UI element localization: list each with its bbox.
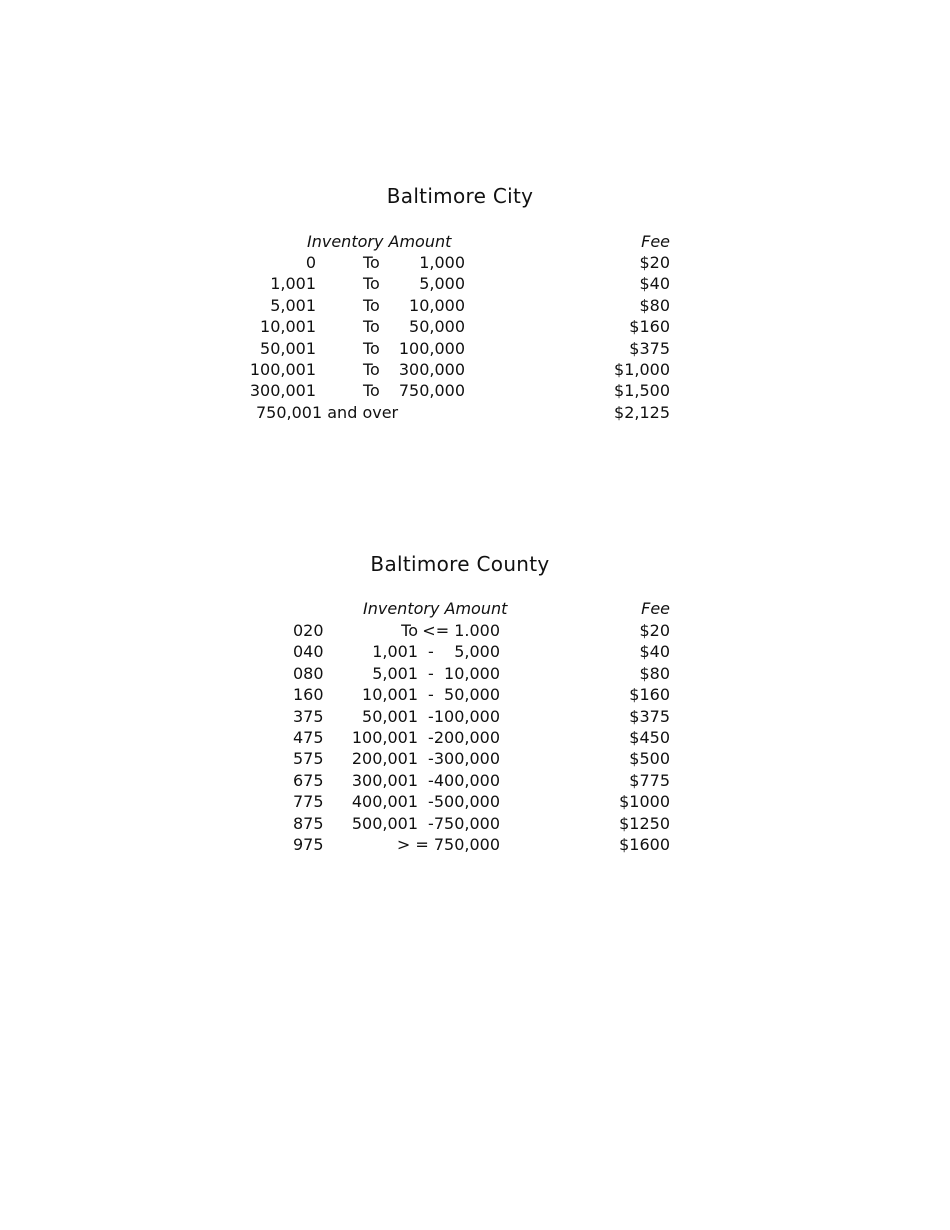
county-row-to: 100,000	[433, 706, 500, 726]
county-row-from: 400,001	[351, 792, 418, 812]
county-row-from: 200,001	[351, 749, 418, 769]
county-row-dash: -	[428, 685, 434, 705]
county-row-code: 020	[293, 621, 324, 640]
county-row-from: 1,001	[372, 642, 418, 662]
county-row-to: 50,000	[444, 685, 500, 705]
county-row-to: > = 750,000	[396, 835, 500, 854]
city-row-from: 10,001	[260, 317, 316, 337]
city-row-fee: $1,500	[614, 381, 670, 401]
county-row-fee: $1600	[619, 835, 670, 854]
county-row-fee: $375	[629, 706, 670, 726]
county-row-code: 160	[293, 685, 324, 705]
county-row-dash: -	[428, 770, 434, 790]
city-row-to: 300,000	[398, 360, 465, 379]
city-row-to: 5,000	[419, 274, 465, 294]
county-row-code: 080	[293, 663, 324, 683]
city-row-from: 300,001	[249, 381, 316, 401]
county-row-code: 775	[293, 792, 324, 812]
city-row-from: 1,001	[270, 274, 316, 294]
county-row-code: 675	[293, 770, 324, 790]
city-row-from: 5,001	[270, 295, 316, 315]
city-inventory-header: Inventory Amount	[307, 232, 452, 251]
county-row-from: To	[401, 621, 418, 640]
city-row-fee: $20	[639, 253, 670, 272]
county-row-dash: -	[428, 642, 434, 662]
county-fee-header: Fee	[641, 599, 670, 618]
city-row-to-word: To	[363, 274, 380, 294]
county-row-fee: $500	[629, 749, 670, 769]
city-row-to-word: To	[363, 360, 380, 379]
county-row-fee: $80	[639, 663, 670, 683]
county-row-fee: $20	[639, 621, 670, 640]
county-title: Baltimore County	[370, 552, 550, 576]
city-title: Baltimore City	[386, 184, 534, 208]
city-row-to-word: To	[363, 338, 380, 358]
city-row-to-word: To	[363, 295, 380, 315]
city-last-row-label: 750,001 and over	[256, 403, 399, 422]
county-row-to: 500,000	[433, 792, 500, 812]
county-row-code: 375	[293, 706, 324, 726]
county-row-dash: -	[428, 792, 434, 812]
city-row-to: 100,000	[398, 338, 465, 358]
county-row-to: 10,000	[444, 663, 500, 683]
county-inventory-header: Inventory Amount	[363, 599, 508, 618]
county-row-to: 5,000	[454, 642, 500, 662]
city-row-fee: $1,000	[614, 360, 670, 379]
city-row-to: 10,000	[409, 295, 465, 315]
city-row-to-word: To	[363, 381, 380, 401]
county-row-to: 300,000	[433, 749, 500, 769]
county-row-from: 50,001	[362, 706, 418, 726]
city-fee-header: Fee	[641, 232, 670, 251]
city-last-row-fee: $2,125	[614, 403, 670, 422]
city-row-from: 50,001	[260, 338, 316, 358]
city-row-to: 50,000	[409, 317, 465, 337]
county-row-dash: -	[428, 749, 434, 769]
county-row-to: 750,000	[433, 813, 500, 833]
county-row-fee: $775	[629, 770, 670, 790]
county-row-dash: -	[428, 728, 434, 747]
county-row-to: 400,000	[433, 770, 500, 790]
county-row-to: 200,000	[433, 728, 500, 747]
county-row-fee: $450	[629, 728, 670, 747]
city-row-to: 1,000	[419, 253, 465, 272]
city-row-to: 750,000	[398, 381, 465, 401]
county-row-dash: -	[428, 706, 434, 726]
city-row-to-word: To	[363, 317, 380, 337]
city-row-to-word: To	[363, 253, 380, 272]
county-row-from: 100,001	[351, 728, 418, 747]
county-row-from: 300,001	[351, 770, 418, 790]
city-row-fee: $375	[629, 338, 670, 358]
county-row-code: 040	[293, 642, 324, 662]
county-row-fee: $1250	[619, 813, 670, 833]
county-row-fee: $160	[629, 685, 670, 705]
city-row-from: 100,001	[249, 360, 316, 379]
city-row-fee: $160	[629, 317, 670, 337]
county-row-from: 500,001	[351, 813, 418, 833]
county-row-from: 10,001	[362, 685, 418, 705]
county-row-fee: $40	[639, 642, 670, 662]
city-row-fee: $80	[639, 295, 670, 315]
county-row-from: 5,001	[372, 663, 418, 683]
county-row-code: 575	[293, 749, 324, 769]
county-row-code: 875	[293, 813, 324, 833]
city-row-from: 0	[305, 253, 316, 272]
county-row-code: 475	[293, 728, 324, 747]
county-row-to: <= 1.000	[422, 621, 500, 640]
city-row-fee: $40	[639, 274, 670, 294]
county-row-dash: -	[428, 663, 434, 683]
county-row-dash: -	[428, 813, 434, 833]
county-row-fee: $1000	[619, 792, 670, 812]
county-row-code: 975	[293, 835, 324, 854]
